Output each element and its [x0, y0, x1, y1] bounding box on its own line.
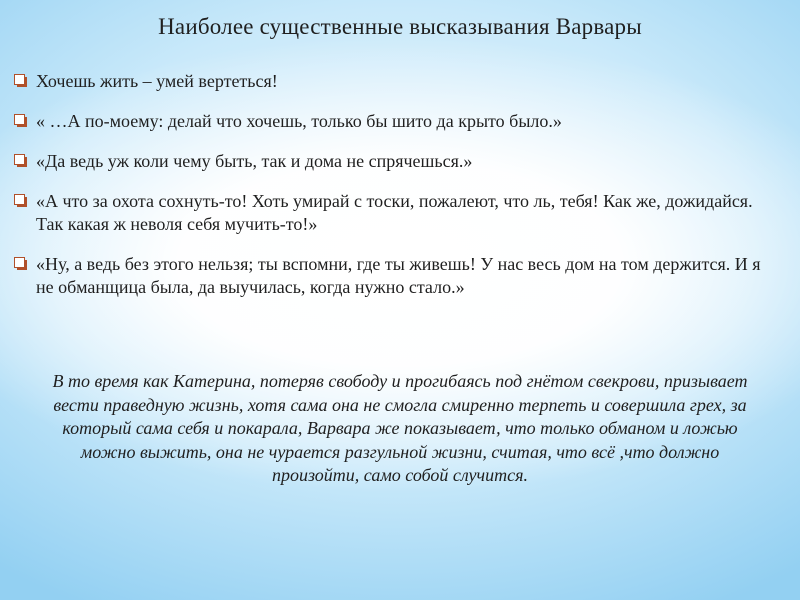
square-bullet-icon — [14, 74, 28, 88]
quote-text: « …А по-моему: делай что хочешь, только бы шито да крыто было.» — [36, 111, 562, 131]
quote-text: «Ну, а ведь без этого нельзя; ты вспомни, где ты живешь! У нас весь дом на том держится. И я не обманщица была, да выучилась, когда нужно стало.» — [36, 254, 761, 297]
quote-text: «А что за охота сохнуть-то! Хоть умирай с тоски, пожалеют, что ль, тебя! Как же, дожидайся. Так какая ж неволя себя мучить-то!» — [36, 191, 753, 234]
quote-item — [10, 110, 770, 133]
quote-item — [10, 150, 770, 173]
square-bullet-icon — [14, 154, 28, 168]
quotes-list — [10, 70, 770, 316]
square-bullet-icon — [14, 114, 28, 128]
quote-text: «Да ведь уж коли чему быть, так и дома не спрячешься.» — [36, 151, 473, 171]
quote-item — [10, 190, 770, 236]
quote-item — [10, 70, 770, 93]
square-bullet-icon — [14, 194, 28, 208]
conclusion-text: В то время как Катерина, потеряв свободу и прогибаясь под гнётом свекрови, призывает вести праведную жизнь, хотя сама она не смогла смиренно терпеть и совершила грех, за который сама себя и покарала, Варвара же показывает, что только обманом и ложью можно выжить, она не чурается разгульной жизни, считая, что всё ,что должно произойти, само собой случится. — [52, 371, 748, 485]
square-bullet-icon — [14, 257, 28, 271]
quote-item — [10, 253, 770, 299]
slide-title: Наиболее существенные высказывания Варвары — [158, 14, 642, 39]
quote-text: Хочешь жить – умей вертеться! — [36, 71, 278, 91]
